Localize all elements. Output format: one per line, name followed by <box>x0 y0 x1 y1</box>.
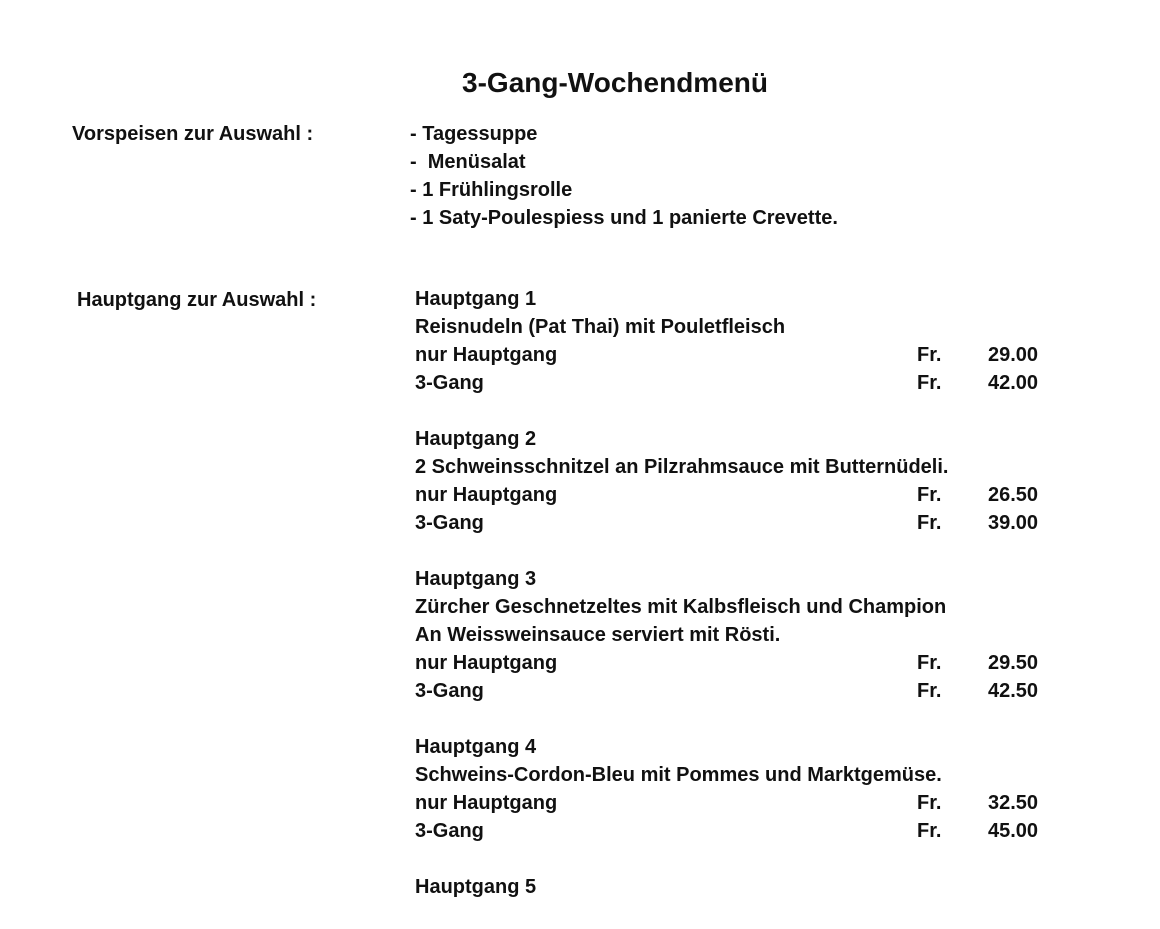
price-row <box>415 649 1115 677</box>
price-option: 3-Gang <box>415 512 484 534</box>
price-currency: Fr. <box>917 512 942 534</box>
price-row <box>415 369 1115 397</box>
price-row <box>415 677 1115 705</box>
price-amount: 26.50 <box>988 484 1039 506</box>
price-currency: Fr. <box>917 372 942 394</box>
price-option: nur Hauptgang <box>415 484 558 506</box>
price-amount: 29.00 <box>988 344 1039 366</box>
price-row <box>415 509 1115 537</box>
price-amount: 42.50 <box>988 680 1039 702</box>
course-name: Hauptgang 2 <box>415 428 537 450</box>
price-amount: 39.00 <box>988 512 1039 534</box>
course-name: Hauptgang 4 <box>415 736 537 758</box>
starters-label: Vorspeisen zur Auswahl : <box>72 123 314 145</box>
price-currency: Fr. <box>917 680 942 702</box>
price-currency: Fr. <box>917 652 942 674</box>
price-option: nur Hauptgang <box>415 652 558 674</box>
course-description: 2 Schweinsschnitzel an Pilzrahmsauce mit Butternüdeli. <box>415 456 949 478</box>
course-name: Hauptgang 3 <box>415 568 537 590</box>
mains-label: Hauptgang zur Auswahl : <box>77 289 317 311</box>
price-amount: 32.50 <box>988 792 1039 814</box>
starter-item: - 1 Frühlingsrolle <box>410 179 573 201</box>
starter-item: - Tagessuppe <box>410 123 538 145</box>
price-currency: Fr. <box>917 484 942 506</box>
course-description: An Weissweinsauce serviert mit Rösti. <box>415 624 781 646</box>
price-currency: Fr. <box>917 792 942 814</box>
starter-item: - 1 Saty-Poulespiess und 1 panierte Crevette. <box>410 207 838 229</box>
course-description: Reisnudeln (Pat Thai) mit Pouletfleisch <box>415 316 786 338</box>
main-course <box>415 425 1115 537</box>
main-course <box>415 733 1115 845</box>
main-course <box>415 285 1115 397</box>
course-description: Schweins-Cordon-Bleu mit Pommes und Marktgemüse. <box>415 764 942 786</box>
price-row <box>415 481 1115 509</box>
main-course <box>415 565 1115 705</box>
price-amount: 45.00 <box>988 820 1039 842</box>
page-title: 3-Gang-Wochendmenü <box>462 67 768 98</box>
price-row <box>415 817 1115 845</box>
price-row <box>415 341 1115 369</box>
price-option: nur Hauptgang <box>415 792 558 814</box>
price-option: 3-Gang <box>415 820 484 842</box>
price-option: nur Hauptgang <box>415 344 558 366</box>
price-currency: Fr. <box>917 344 942 366</box>
mains-list <box>415 285 1115 929</box>
course-name: Hauptgang 5 <box>415 876 537 898</box>
price-currency: Fr. <box>917 820 942 842</box>
price-option: 3-Gang <box>415 372 484 394</box>
course-name: Hauptgang 1 <box>415 288 537 310</box>
course-description: Zürcher Geschnetzeltes mit Kalbsfleisch und Champion <box>415 596 947 618</box>
price-amount: 29.50 <box>988 652 1039 674</box>
starters-list <box>410 120 838 232</box>
main-course <box>415 873 1115 901</box>
price-amount: 42.00 <box>988 372 1039 394</box>
price-option: 3-Gang <box>415 680 484 702</box>
price-row <box>415 789 1115 817</box>
starter-item: - Menüsalat <box>410 151 526 173</box>
